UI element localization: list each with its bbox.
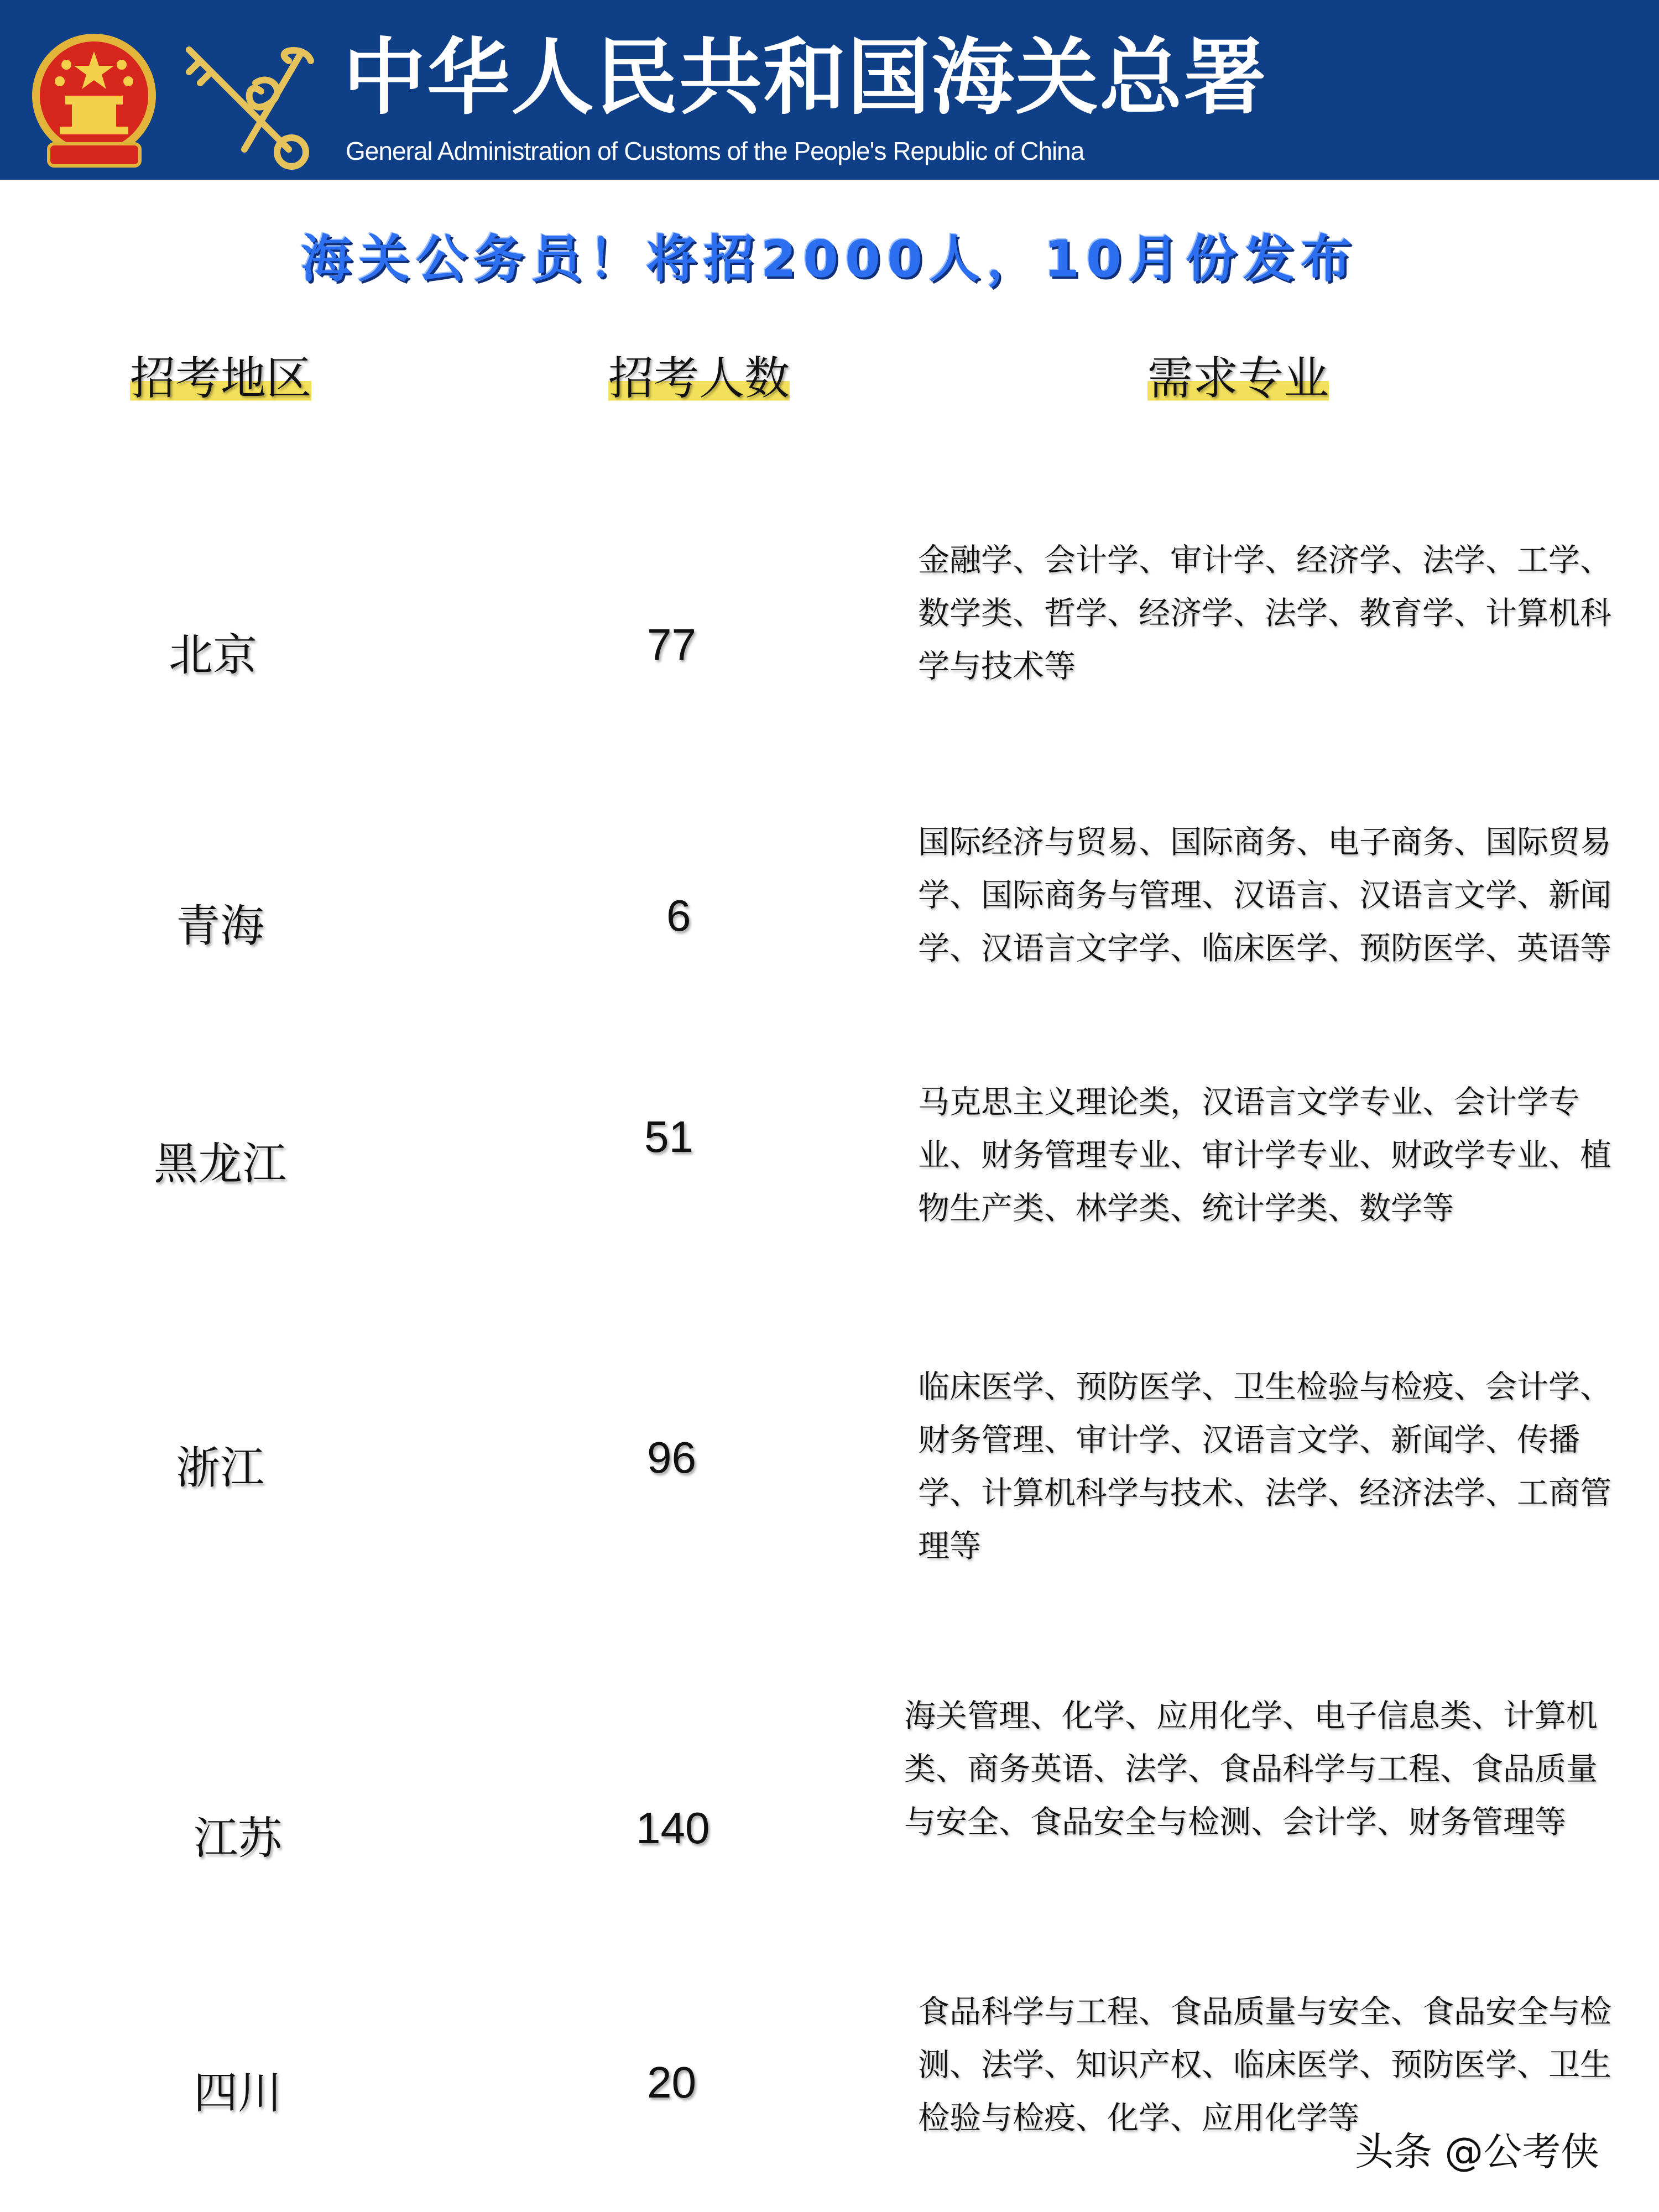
majors-cell: 国际经济与贸易、国际商务、电子商务、国际贸易学、国际商务与管理、汉语言、汉语言文学、新闻学、汉语言文字学、临床医学、预防医学、英语等 [918, 824, 1611, 967]
count-cell: 20 [647, 2058, 696, 2107]
region-cell: 北京 [169, 629, 257, 681]
region-cell: 黑龙江 [154, 1138, 286, 1190]
column-header-region: 招考地区 [130, 352, 312, 405]
national-emblem-icon [27, 30, 162, 169]
column-header-majors: 需求专业 [1147, 352, 1329, 405]
count-cell: 96 [647, 1433, 696, 1482]
page-headline: 海关公务员！将招2000人，10月份发布 [300, 229, 1359, 289]
header-banner [0, 0, 1659, 180]
region-cell: 四川 [194, 2067, 282, 2119]
count-cell: 140 [636, 1803, 710, 1853]
count-cell: 6 [666, 891, 691, 940]
header-title-cn: 中华人民共和国海关总署 [343, 29, 1268, 126]
customs-key-caduceus-icon [178, 39, 316, 171]
region-cell: 青海 [176, 900, 264, 952]
region-cell: 浙江 [176, 1442, 264, 1494]
majors-cell: 海关管理、化学、应用化学、电子信息类、计算机类、商务英语、法学、食品科学与工程、食品质量与安全、食品安全与检测、会计学、财务管理等 [904, 1698, 1598, 1840]
majors-cell: 临床医学、预防医学、卫生检验与检疫、会计学、财务管理、审计学、汉语言文学、新闻学、传播学、计算机科学与技术、法学、经济法学、工商管理等 [918, 1369, 1611, 1564]
column-header-count: 招考人数 [608, 352, 790, 405]
count-cell: 77 [647, 620, 696, 669]
header-title-en: General Administration of Customs of the People's Republic of China [346, 137, 1084, 165]
region-cell: 江苏 [194, 1813, 282, 1864]
count-cell: 51 [644, 1112, 693, 1161]
majors-cell: 金融学、会计学、审计学、经济学、法学、工学、数学类、哲学、经济学、法学、教育学、计算机科学与技术等 [918, 542, 1611, 685]
majors-cell: 食品科学与工程、食品质量与安全、食品安全与检测、法学、知识产权、临床医学、预防医学、卫生检验与检疫、化学、应用化学等 [918, 1994, 1611, 2136]
source-watermark: 头条 @公考侠 [1355, 2129, 1600, 2174]
majors-cell: 马克思主义理论类，汉语言文学专业、会计学专业、财务管理专业、审计学专业、财政学专业、植物生产类、林学类、统计学类、数学等 [918, 1084, 1611, 1227]
